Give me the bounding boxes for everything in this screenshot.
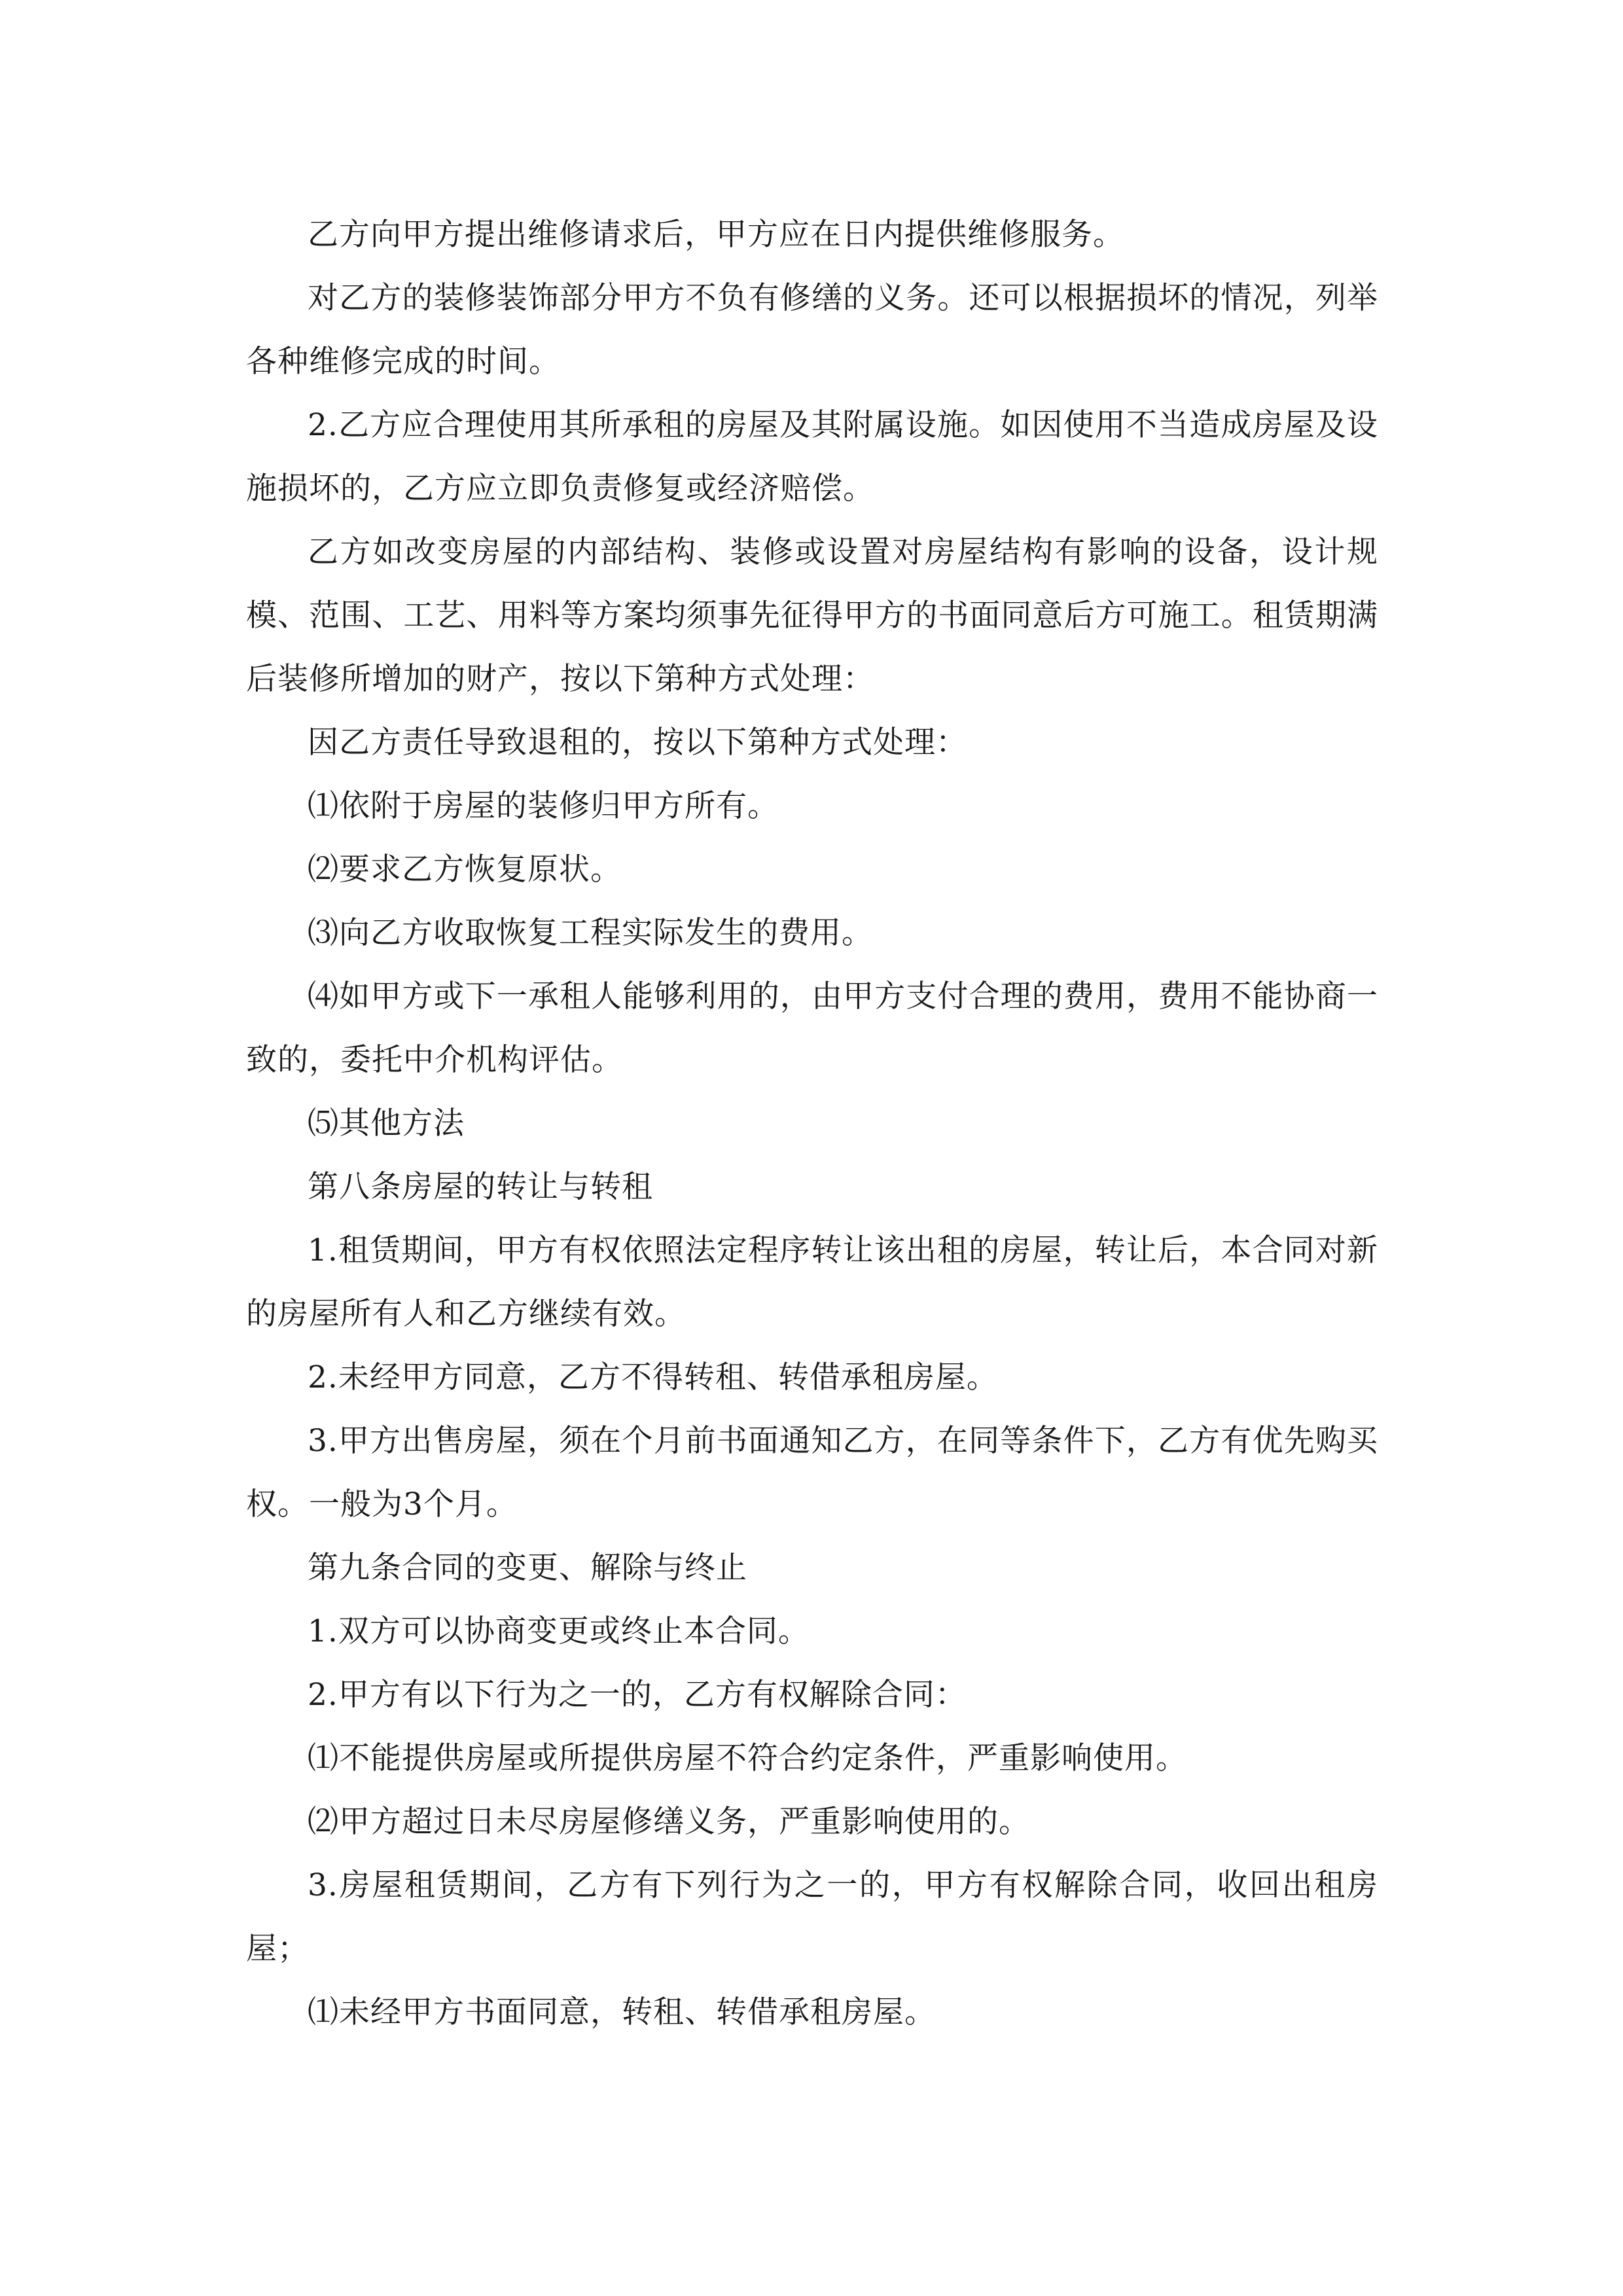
paragraph: 2.甲方有以下行为之一的，乙方有权解除合同： bbox=[308, 1677, 967, 1713]
list-item: ⑶向乙方收取恢复工程实际发生的费用。 bbox=[308, 915, 873, 951]
paragraph: 2.乙方应合理使用其所承租的房屋及其附属设施。如因使用不当造成房屋及设施损坏的，乙方应立即负责修复或经济赔偿。 bbox=[246, 407, 1378, 507]
paragraph: 因乙方责任导致退租的，按以下第种方式处理： bbox=[308, 725, 967, 761]
paragraph: 乙方向甲方提出维修请求后，甲方应在日内提供维修服务。 bbox=[308, 217, 1124, 253]
list-item: ⑴依附于房屋的装修归甲方所有。 bbox=[308, 788, 779, 824]
section-heading: 第八条房屋的转让与转租 bbox=[308, 1169, 653, 1205]
document-body bbox=[246, 203, 1378, 2044]
paragraph: 乙方如改变房屋的内部结构、装修或设置对房屋结构有影响的设备，设计规模、范围、工艺、用料等方案均须事先征得甲方的书面同意后方可施工。租赁期满后装修所增加的财产，按以下第种方式处理： bbox=[246, 534, 1378, 697]
list-item: ⑷如甲方或下一承租人能够利用的，由甲方支付合理的费用，费用不能协商一致的，委托中介机构评估。 bbox=[246, 978, 1378, 1078]
list-item: ⑴不能提供房屋或所提供房屋不符合约定条件，严重影响使用。 bbox=[308, 1740, 1187, 1776]
list-item: ⑵甲方超过日未尽房屋修缮义务，严重影响使用的。 bbox=[308, 1804, 1030, 1840]
list-item: ⑵要求乙方恢复原状。 bbox=[308, 852, 622, 888]
paragraph: 1.双方可以协商变更或终止本合同。 bbox=[308, 1613, 810, 1649]
section-heading: 第九条合同的变更、解除与终止 bbox=[308, 1550, 747, 1586]
paragraph: 1.租赁期间，甲方有权依照法定程序转让该出租的房屋，转让后，本合同对新的房屋所有人和乙方继续有效。 bbox=[246, 1232, 1378, 1332]
paragraph: 3.甲方出售房屋，须在个月前书面通知乙方，在同等条件下，乙方有优先购买权。一般为3个月。 bbox=[246, 1423, 1378, 1522]
paragraph: 2.未经甲方同意，乙方不得转租、转借承租房屋。 bbox=[308, 1359, 998, 1395]
paragraph: 3.房屋租赁期间，乙方有下列行为之一的，甲方有权解除合同，收回出租房屋； bbox=[246, 1867, 1378, 1967]
paragraph: 对乙方的装修装饰部分甲方不负有修缮的义务。还可以根据损坏的情况，列举各种维修完成的时间。 bbox=[246, 280, 1378, 380]
list-item: ⑴未经甲方书面同意，转租、转借承租房屋。 bbox=[308, 1994, 936, 2030]
list-item: ⑸其他方法 bbox=[308, 1105, 465, 1141]
